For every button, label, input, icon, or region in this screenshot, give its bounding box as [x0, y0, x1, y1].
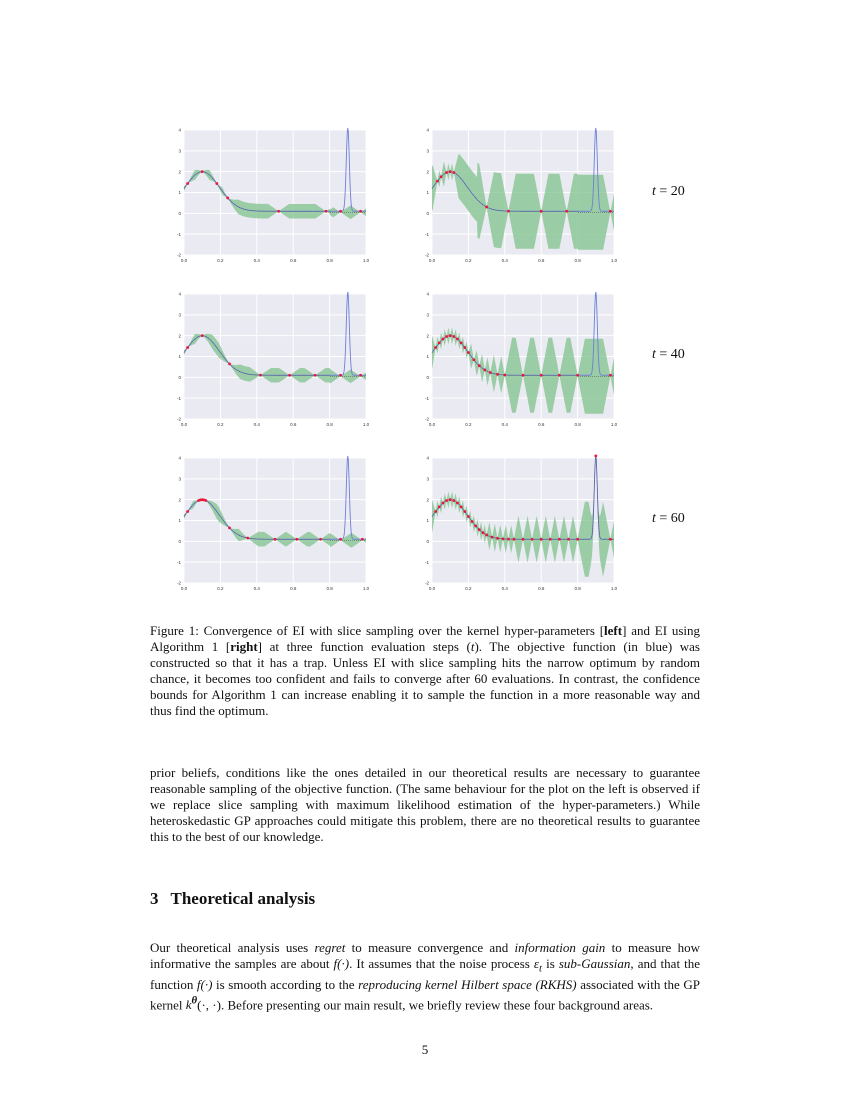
- y-tick-label: 1: [178, 518, 181, 524]
- text-run: is: [542, 956, 559, 971]
- sample-point: [259, 374, 262, 377]
- plot-t20-right: [420, 125, 620, 265]
- sample-point: [482, 531, 485, 534]
- caption-t-symbol: t: [470, 639, 475, 654]
- x-tick-label: 0.6: [538, 422, 545, 427]
- sample-point: [460, 505, 463, 508]
- y-tick-label: 4: [178, 127, 181, 133]
- x-tick-label: 0.8: [574, 258, 581, 263]
- math-f: f(·): [333, 956, 350, 971]
- row-label-eq: = 60: [655, 511, 685, 526]
- sample-point: [442, 502, 445, 505]
- sample-point: [361, 538, 364, 541]
- sample-point: [445, 499, 448, 502]
- y-tick-label: 0: [426, 374, 429, 380]
- x-tick-label: 1.0: [610, 422, 618, 427]
- sample-point: [449, 498, 452, 501]
- sample-point: [295, 538, 298, 541]
- sample-point: [449, 170, 452, 173]
- plot-t40-left: [172, 289, 372, 429]
- plot-svg: [420, 289, 620, 429]
- x-tick-label: 0.6: [290, 586, 297, 591]
- sample-point: [452, 499, 455, 502]
- math-args: (·, ·): [197, 996, 221, 1012]
- y-tick-label: -2: [424, 416, 429, 422]
- sample-point: [186, 346, 189, 349]
- y-tick-label: -1: [176, 395, 181, 401]
- y-tick-label: 1: [426, 354, 429, 360]
- plot-svg: [172, 125, 372, 265]
- row-label-var: t: [652, 184, 656, 199]
- sample-point: [442, 338, 445, 341]
- row-label-t60: [652, 511, 685, 527]
- sample-point: [472, 358, 475, 361]
- math-symbol: ε: [533, 956, 540, 971]
- section-heading: [150, 889, 315, 909]
- x-tick-label: 0.0: [428, 422, 436, 427]
- caption-text: ). The objective function (in blue) was constructed so that it has a trap. Unless EI with slice sampling hits the narrow optimum by random chance, it becomes too confident and fails to converge after 60 evaluations. In contrast, the confidence bounds for Algorithm 1 can increase enabling it to sample the function in a more reasonable way and thus find the optimum.: [150, 639, 700, 718]
- sample-point: [445, 335, 448, 338]
- body-paragraph: prior beliefs, conditions like the ones detailed in our theoretical results are necessary to guarantee reasonable sampling of the objective function. (The same behaviour for the plot on the left is observed if we replace slice sampling with maximum likelihood estimation of the hyper-parameters.) While heteroskedastic GP approaches could mitigate this problem, there are no theoretical results to guarantee this to the best of our knowledge.: [150, 765, 700, 844]
- x-tick-label: 0.2: [217, 422, 224, 427]
- sample-point: [540, 210, 543, 213]
- y-tick-label: 2: [426, 333, 429, 339]
- y-tick-label: -1: [424, 231, 429, 237]
- x-tick-label: 0.8: [326, 258, 333, 263]
- x-tick-label: 0.6: [538, 586, 545, 591]
- sample-point: [434, 510, 437, 513]
- y-tick-label: -1: [176, 231, 181, 237]
- x-tick-label: 0.4: [501, 586, 508, 591]
- sample-point: [489, 371, 492, 374]
- sample-point: [460, 341, 463, 344]
- term-information-gain: information gain: [514, 940, 606, 955]
- sample-point: [507, 538, 510, 541]
- text-run: , and that the function: [150, 956, 701, 992]
- sample-point: [565, 210, 568, 213]
- sample-point: [456, 338, 459, 341]
- x-tick-label: 0.4: [253, 586, 260, 591]
- sample-point: [474, 525, 477, 528]
- math-superscript: θ: [191, 994, 198, 1007]
- y-tick-label: 1: [178, 190, 181, 196]
- math-symbol: k: [185, 996, 192, 1012]
- sample-point: [452, 171, 455, 174]
- sample-point: [228, 527, 231, 530]
- y-tick-label: 0: [178, 374, 181, 380]
- sample-point: [228, 363, 231, 366]
- x-tick-label: 0.4: [253, 422, 260, 427]
- y-tick-label: 2: [178, 497, 181, 503]
- text-run: is smooth according to the: [212, 976, 359, 992]
- plot-svg: [172, 453, 372, 593]
- x-tick-label: 0.0: [180, 258, 188, 263]
- y-tick-label: 3: [178, 476, 181, 482]
- y-tick-label: 4: [426, 127, 429, 133]
- sample-point: [456, 502, 459, 505]
- x-tick-label: 1.0: [610, 586, 618, 591]
- y-tick-label: 3: [426, 312, 429, 318]
- y-tick-label: -2: [176, 580, 181, 586]
- sample-point: [339, 538, 342, 541]
- sample-point: [567, 538, 570, 541]
- y-tick-label: 0: [426, 538, 429, 544]
- sample-point: [226, 197, 229, 200]
- sample-point: [531, 538, 534, 541]
- text-run: to measure how informative the samples are about: [150, 940, 701, 971]
- y-tick-label: 1: [426, 518, 429, 524]
- x-tick-label: 0.2: [465, 422, 472, 427]
- sample-point: [467, 351, 470, 354]
- sample-point: [215, 182, 218, 185]
- sample-point: [339, 210, 342, 213]
- sample-point: [359, 374, 362, 377]
- y-tick-label: 3: [178, 148, 181, 154]
- x-tick-label: 0.6: [290, 258, 297, 263]
- plot-t60-left: [172, 453, 372, 593]
- x-tick-label: 1.0: [362, 258, 370, 263]
- x-tick-label: 0.2: [465, 586, 472, 591]
- row-label-eq: = 40: [655, 347, 685, 362]
- sample-point: [434, 346, 437, 349]
- sample-point: [609, 210, 612, 213]
- x-tick-label: 0.8: [574, 586, 581, 591]
- sample-point: [339, 374, 342, 377]
- sample-point: [463, 346, 466, 349]
- sample-point: [594, 455, 597, 458]
- y-tick-label: -2: [176, 252, 181, 258]
- plot-t20-left: [172, 125, 372, 265]
- sample-point: [436, 180, 439, 183]
- x-tick-label: 0.2: [465, 258, 472, 263]
- text-run: . Before presenting our main result, we briefly review these four background areas.: [220, 996, 654, 1012]
- y-tick-label: 1: [426, 190, 429, 196]
- y-tick-label: -1: [424, 395, 429, 401]
- sample-point: [186, 182, 189, 185]
- sample-point: [201, 334, 204, 337]
- row-label-var: t: [652, 511, 656, 526]
- sample-point: [609, 538, 612, 541]
- caption-text: ] at three function evaluation steps (: [257, 639, 471, 654]
- y-tick-label: -2: [424, 580, 429, 586]
- term-rkhs: reproducing kernel Hilbert space (RKHS): [358, 976, 577, 992]
- x-tick-label: 0.2: [217, 586, 224, 591]
- body-paragraph-theory: [150, 940, 700, 1013]
- term-sub-gaussian: sub-Gaussian: [558, 956, 631, 971]
- sample-point: [438, 341, 441, 344]
- text-run: associated with the GP kernel: [150, 976, 701, 1012]
- sample-point: [359, 210, 362, 213]
- sample-point: [478, 364, 481, 367]
- x-tick-label: 0.0: [428, 258, 436, 263]
- math-subscript: t: [539, 962, 543, 975]
- sample-point: [576, 374, 579, 377]
- y-tick-label: -1: [424, 559, 429, 565]
- sample-point: [201, 170, 204, 173]
- sample-point: [507, 210, 510, 213]
- y-tick-label: 2: [426, 169, 429, 175]
- sample-point: [576, 538, 579, 541]
- row-label-t20: [652, 184, 685, 200]
- x-tick-label: 0.8: [574, 422, 581, 427]
- sample-point: [478, 528, 481, 531]
- row-label-var: t: [652, 347, 656, 362]
- math-f: f(·): [196, 976, 213, 992]
- sample-point: [502, 537, 505, 540]
- plot-t40-right: [420, 289, 620, 429]
- figure-caption: [150, 623, 700, 719]
- sample-point: [609, 374, 612, 377]
- y-tick-label: -1: [176, 559, 181, 565]
- sample-point: [503, 374, 506, 377]
- y-tick-label: 4: [426, 455, 429, 461]
- y-tick-label: 1: [178, 354, 181, 360]
- row-label-eq: = 20: [655, 184, 685, 199]
- sample-point: [438, 505, 441, 508]
- sample-point: [277, 210, 280, 213]
- text-run: . It assumes that the noise process: [349, 956, 534, 971]
- section-title: Theoretical analysis: [170, 889, 316, 908]
- y-tick-label: 0: [178, 210, 181, 216]
- caption-left-label: left: [604, 623, 623, 638]
- caption-text: Figure 1: Convergence of EI with slice sampling over the kernel hyper-parameters [: [150, 623, 605, 638]
- sample-point: [274, 538, 277, 541]
- y-tick-label: 2: [178, 333, 181, 339]
- caption-text: ] and EI using Algorithm 1 [: [150, 623, 700, 654]
- sample-point: [452, 335, 455, 338]
- sample-point: [204, 499, 207, 502]
- y-tick-label: 2: [426, 497, 429, 503]
- y-tick-label: 4: [178, 455, 181, 461]
- sample-point: [522, 374, 525, 377]
- sample-point: [558, 538, 561, 541]
- sample-point: [445, 171, 448, 174]
- plot-t60-right: [420, 453, 620, 593]
- sample-point: [319, 538, 322, 541]
- x-tick-label: 1.0: [610, 258, 618, 263]
- sample-point: [325, 210, 328, 213]
- sample-point: [540, 538, 543, 541]
- x-tick-label: 0.0: [428, 586, 436, 591]
- y-tick-label: -2: [424, 252, 429, 258]
- sample-point: [549, 538, 552, 541]
- x-tick-label: 0.8: [326, 422, 333, 427]
- sample-point: [485, 534, 488, 537]
- x-tick-label: 0.2: [217, 258, 224, 263]
- term-regret: regret: [314, 940, 346, 955]
- row-label-t40: [652, 347, 685, 363]
- sample-point: [522, 538, 525, 541]
- x-tick-label: 0.4: [501, 422, 508, 427]
- sample-point: [246, 537, 249, 540]
- page-number: 5: [421, 1042, 429, 1057]
- y-tick-label: 2: [178, 169, 181, 175]
- x-tick-label: 0.0: [180, 586, 188, 591]
- sample-point: [440, 175, 443, 178]
- x-tick-label: 0.4: [501, 258, 508, 263]
- y-tick-label: -2: [176, 416, 181, 422]
- sample-point: [467, 515, 470, 518]
- x-tick-label: 1.0: [362, 586, 370, 591]
- y-tick-label: 3: [426, 148, 429, 154]
- text-run: to measure convergence and: [345, 940, 515, 955]
- x-tick-label: 0.0: [180, 422, 188, 427]
- sample-point: [449, 334, 452, 337]
- plot-svg: [172, 289, 372, 429]
- sample-point: [471, 520, 474, 523]
- plot-svg: [420, 453, 620, 593]
- section-number: 3: [150, 889, 159, 908]
- x-tick-label: 0.6: [538, 258, 545, 263]
- sample-point: [314, 374, 317, 377]
- math-kernel: [185, 994, 198, 1012]
- caption-right-label: right: [230, 639, 258, 654]
- sample-point: [186, 510, 189, 513]
- sample-point: [483, 369, 486, 372]
- x-tick-label: 1.0: [362, 422, 370, 427]
- plot-svg: [420, 125, 620, 265]
- x-tick-label: 0.4: [253, 258, 260, 263]
- math-epsilon: [533, 956, 543, 975]
- y-tick-label: 0: [178, 538, 181, 544]
- sample-point: [288, 374, 291, 377]
- x-tick-label: 0.6: [290, 422, 297, 427]
- x-tick-label: 0.8: [326, 586, 333, 591]
- y-tick-label: 4: [426, 291, 429, 297]
- sample-point: [558, 374, 561, 377]
- sample-point: [491, 536, 494, 539]
- y-tick-label: 3: [178, 312, 181, 318]
- sample-point: [463, 510, 466, 513]
- sample-point: [496, 537, 499, 540]
- y-tick-label: 4: [178, 291, 181, 297]
- sample-point: [540, 374, 543, 377]
- sample-point: [513, 538, 516, 541]
- text-run: Our theoretical analysis uses: [150, 940, 315, 955]
- y-tick-label: 3: [426, 476, 429, 482]
- y-tick-label: 0: [426, 210, 429, 216]
- sample-point: [496, 373, 499, 376]
- sample-point: [485, 206, 488, 209]
